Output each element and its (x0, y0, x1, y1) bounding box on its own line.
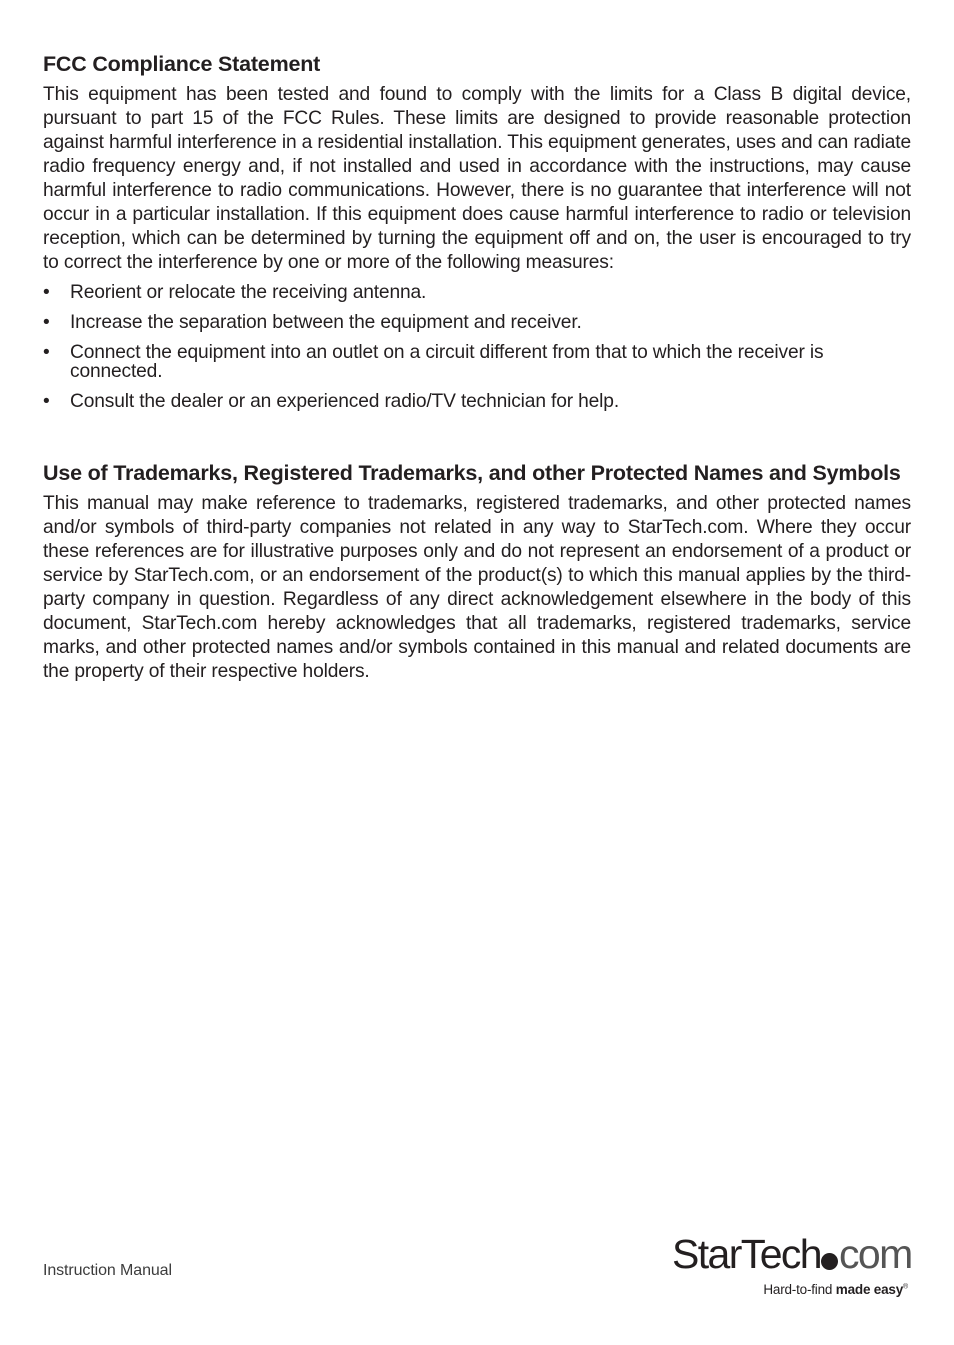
fcc-section (43, 52, 911, 411)
fcc-heading: FCC Compliance Statement (43, 52, 321, 76)
logo-dot-icon (821, 1253, 838, 1270)
footer-label: Instruction Manual (43, 1262, 172, 1279)
tagline-regular: Hard-to-find (763, 1282, 836, 1297)
registered-mark-icon: ® (903, 1283, 908, 1291)
trademarks-heading: Use of Trademarks, Registered Trademarks, and other Protected Names and Symbols (43, 461, 901, 485)
document-page (43, 52, 911, 684)
logo-tagline (763, 1282, 908, 1297)
fcc-paragraph: This equipment has been tested and found to comply with the limits for a Class B digital device, pursuant to part 15 of the FCC Rules. These limits are designed to provide reasonable protection against harmful interference in a residential installation. This equipment generates, uses and can radiate radio frequency energy and, if not installed and used in accordance with the instructions, may cause harmful interference to radio communications. However, there is no guarantee that interference will not occur in a particular installation. If this equipment does cause harmful interference to radio or television reception, which can be determined by turning the equipment off and on, the user is encouraged to try to correct the interference by one or more of the following measures: (43, 84, 911, 273)
logo-brand-main: StarTech (672, 1231, 821, 1277)
bullet-icon: • (43, 312, 50, 333)
bullet-icon: • (43, 391, 50, 412)
startech-logo (672, 1232, 912, 1302)
list-item-text: Consult the dealer or an experienced radio/TV technician for help. (70, 391, 620, 412)
trademarks-section (43, 461, 911, 684)
list-item (43, 343, 911, 381)
fcc-measures-list (43, 283, 911, 411)
list-item-text: Increase the separation between the equipment and receiver. (70, 312, 582, 333)
trademarks-paragraph: This manual may make reference to trademarks, registered trademarks, and other protected names and/or symbols of third-party companies not related in any way to StarTech.com. Where they occur these references are for illustrative purposes only and do not represent an endorsement of a product or service by StarTech.com, or an endorsement of the product(s) to which this manual applies by the third-party company in question. Regardless of any direct acknowledgement elsewhere in the body of this document, StarTech.com hereby acknowledges that all trademarks, registered trademarks, service marks, and other protected names and/or symbols contained in this manual and related documents are the property of their respective holders. (43, 493, 911, 682)
tagline-bold: made easy (835, 1282, 904, 1297)
logo-brand-suffix: com (839, 1231, 912, 1277)
list-item (43, 283, 911, 302)
list-item-text: Reorient or relocate the receiving antenna. (70, 282, 427, 303)
bullet-icon: • (43, 342, 50, 363)
bullet-icon: • (43, 282, 50, 303)
list-item (43, 392, 911, 411)
list-item-text: Connect the equipment into an outlet on a circuit different from that to which the receiver is connected. (70, 342, 824, 382)
logo-wordmark (672, 1232, 912, 1276)
list-item (43, 313, 911, 332)
